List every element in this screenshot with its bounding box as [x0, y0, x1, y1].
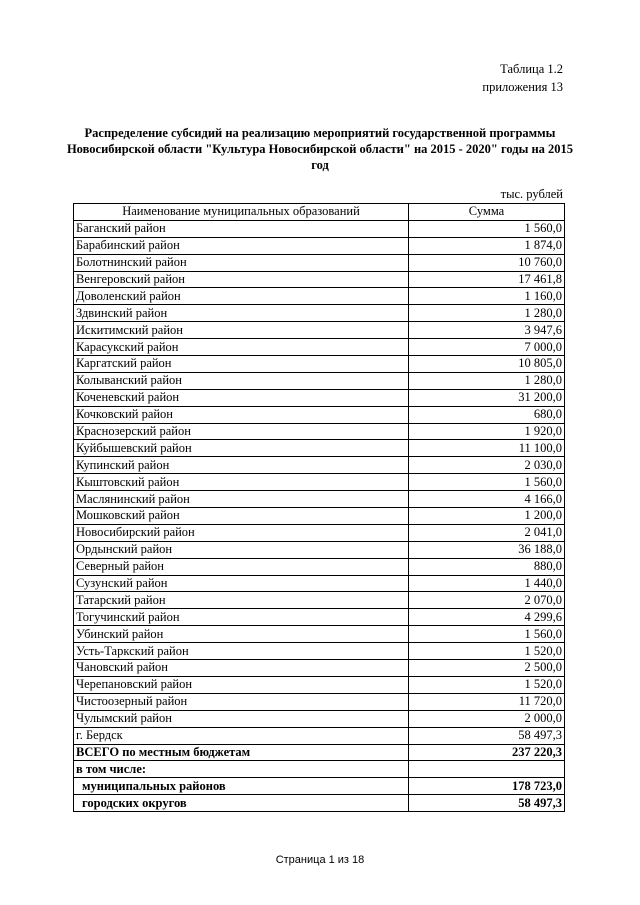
municipality-name: Искитимский район	[74, 322, 409, 339]
municipality-name: городских округов	[74, 795, 409, 812]
units-label: тыс. рублей	[500, 187, 563, 201]
municipality-name: Усть-Таркский район	[74, 643, 409, 660]
municipality-name: Кыштовский район	[74, 474, 409, 491]
subsidy-amount: 237 220,3	[409, 744, 565, 761]
municipality-name: Венгеровский район	[74, 271, 409, 288]
subsidy-table	[73, 203, 565, 812]
table-row	[74, 609, 565, 626]
subsidy-amount: 1 560,0	[409, 474, 565, 491]
table-row	[74, 457, 565, 474]
municipality-name: Чистоозерный район	[74, 693, 409, 710]
table-row	[74, 491, 565, 508]
subsidy-amount: 1 874,0	[409, 237, 565, 254]
subsidy-amount: 31 200,0	[409, 389, 565, 406]
document-title: Распределение субсидий на реализацию мероприятий государственной программы Новосибирской области "Культура Новосибирской области" на 2015 - 2020" годы на 2015 год	[66, 126, 574, 172]
table-row	[74, 710, 565, 727]
municipality-name: Мошковский район	[74, 508, 409, 525]
table-row	[74, 693, 565, 710]
table-row	[74, 761, 565, 778]
municipality-name: Колыванский район	[74, 372, 409, 389]
table-header-row	[74, 204, 565, 221]
municipality-name: Краснозерский район	[74, 423, 409, 440]
subsidy-amount: 1 200,0	[409, 508, 565, 525]
table-row	[74, 524, 565, 541]
table-row	[74, 660, 565, 677]
table-row	[74, 744, 565, 761]
table-row	[74, 558, 565, 575]
column-header-sum: Сумма	[409, 204, 565, 221]
table-body	[74, 220, 565, 811]
table-row	[74, 339, 565, 356]
subsidy-amount: 36 188,0	[409, 541, 565, 558]
municipality-name: Карасукский район	[74, 339, 409, 356]
subsidy-amount: 58 497,3	[409, 795, 565, 812]
table-row	[74, 778, 565, 795]
table-row	[74, 508, 565, 525]
municipality-name: Сузунский район	[74, 575, 409, 592]
subsidy-amount: 2 000,0	[409, 710, 565, 727]
subsidy-amount: 680,0	[409, 406, 565, 423]
column-header-name: Наименование муниципальных образований	[74, 204, 409, 221]
subsidy-amount: 1 920,0	[409, 423, 565, 440]
subsidy-amount: 2 030,0	[409, 457, 565, 474]
subsidy-amount: 1 560,0	[409, 626, 565, 643]
subsidy-amount: 10 760,0	[409, 254, 565, 271]
table-row	[74, 322, 565, 339]
table-row	[74, 356, 565, 373]
municipality-name: Доволенский район	[74, 288, 409, 305]
subsidy-amount: 11 720,0	[409, 693, 565, 710]
subsidy-amount: 11 100,0	[409, 440, 565, 457]
table-row	[74, 220, 565, 237]
table-row	[74, 423, 565, 440]
municipality-name: г. Бердск	[74, 727, 409, 744]
municipality-name: Барабинский район	[74, 237, 409, 254]
subsidy-amount: 1 280,0	[409, 305, 565, 322]
table-row	[74, 592, 565, 609]
table-row	[74, 795, 565, 812]
subsidy-amount: 7 000,0	[409, 339, 565, 356]
subsidy-amount: 1 520,0	[409, 643, 565, 660]
municipality-name: муниципальных районов	[74, 778, 409, 795]
municipality-name: Ордынский район	[74, 541, 409, 558]
subsidy-amount: 4 299,6	[409, 609, 565, 626]
municipality-name: Баганский район	[74, 220, 409, 237]
subsidy-amount: 10 805,0	[409, 356, 565, 373]
subsidy-amount	[409, 761, 565, 778]
table-row	[74, 389, 565, 406]
municipality-name: Здвинский район	[74, 305, 409, 322]
table-row	[74, 474, 565, 491]
municipality-name: Черепановский район	[74, 676, 409, 693]
subsidy-amount: 1 520,0	[409, 676, 565, 693]
municipality-name: Кочковский район	[74, 406, 409, 423]
table-row	[74, 541, 565, 558]
table-row	[74, 440, 565, 457]
table-row	[74, 626, 565, 643]
table-row	[74, 406, 565, 423]
table-row	[74, 271, 565, 288]
subsidy-amount: 178 723,0	[409, 778, 565, 795]
municipality-name: Татарский район	[74, 592, 409, 609]
subsidy-amount: 1 280,0	[409, 372, 565, 389]
municipality-name: Чулымский район	[74, 710, 409, 727]
table-row	[74, 254, 565, 271]
subsidy-amount: 17 461,8	[409, 271, 565, 288]
subsidy-amount: 1 560,0	[409, 220, 565, 237]
subsidy-amount: 1 160,0	[409, 288, 565, 305]
municipality-name: Убинский район	[74, 626, 409, 643]
municipality-name: Чановский район	[74, 660, 409, 677]
table-row	[74, 372, 565, 389]
table-row	[74, 288, 565, 305]
table-row	[74, 237, 565, 254]
municipality-name: Маслянинский район	[74, 491, 409, 508]
municipality-name: Купинский район	[74, 457, 409, 474]
municipality-name: ВСЕГО по местным бюджетам	[74, 744, 409, 761]
municipality-name: Коченевский район	[74, 389, 409, 406]
table-row	[74, 575, 565, 592]
table-number: Таблица 1.2	[500, 62, 563, 76]
table-row	[74, 676, 565, 693]
municipality-name: Новосибирский район	[74, 524, 409, 541]
municipality-name: в том числе:	[74, 761, 409, 778]
subsidy-amount: 58 497,3	[409, 727, 565, 744]
municipality-name: Северный район	[74, 558, 409, 575]
subsidy-amount: 2 070,0	[409, 592, 565, 609]
table-row	[74, 305, 565, 322]
municipality-name: Куйбышевский район	[74, 440, 409, 457]
subsidy-amount: 1 440,0	[409, 575, 565, 592]
subsidy-amount: 3 947,6	[409, 322, 565, 339]
appendix-label: приложения 13	[482, 80, 563, 94]
municipality-name: Болотнинский район	[74, 254, 409, 271]
municipality-name: Тогучинский район	[74, 609, 409, 626]
table-row	[74, 727, 565, 744]
municipality-name: Каргатский район	[74, 356, 409, 373]
table-row	[74, 643, 565, 660]
page-footer: Страница 1 из 18	[275, 854, 365, 866]
subsidy-amount: 2 500,0	[409, 660, 565, 677]
subsidy-amount: 2 041,0	[409, 524, 565, 541]
subsidy-amount: 880,0	[409, 558, 565, 575]
subsidy-amount: 4 166,0	[409, 491, 565, 508]
